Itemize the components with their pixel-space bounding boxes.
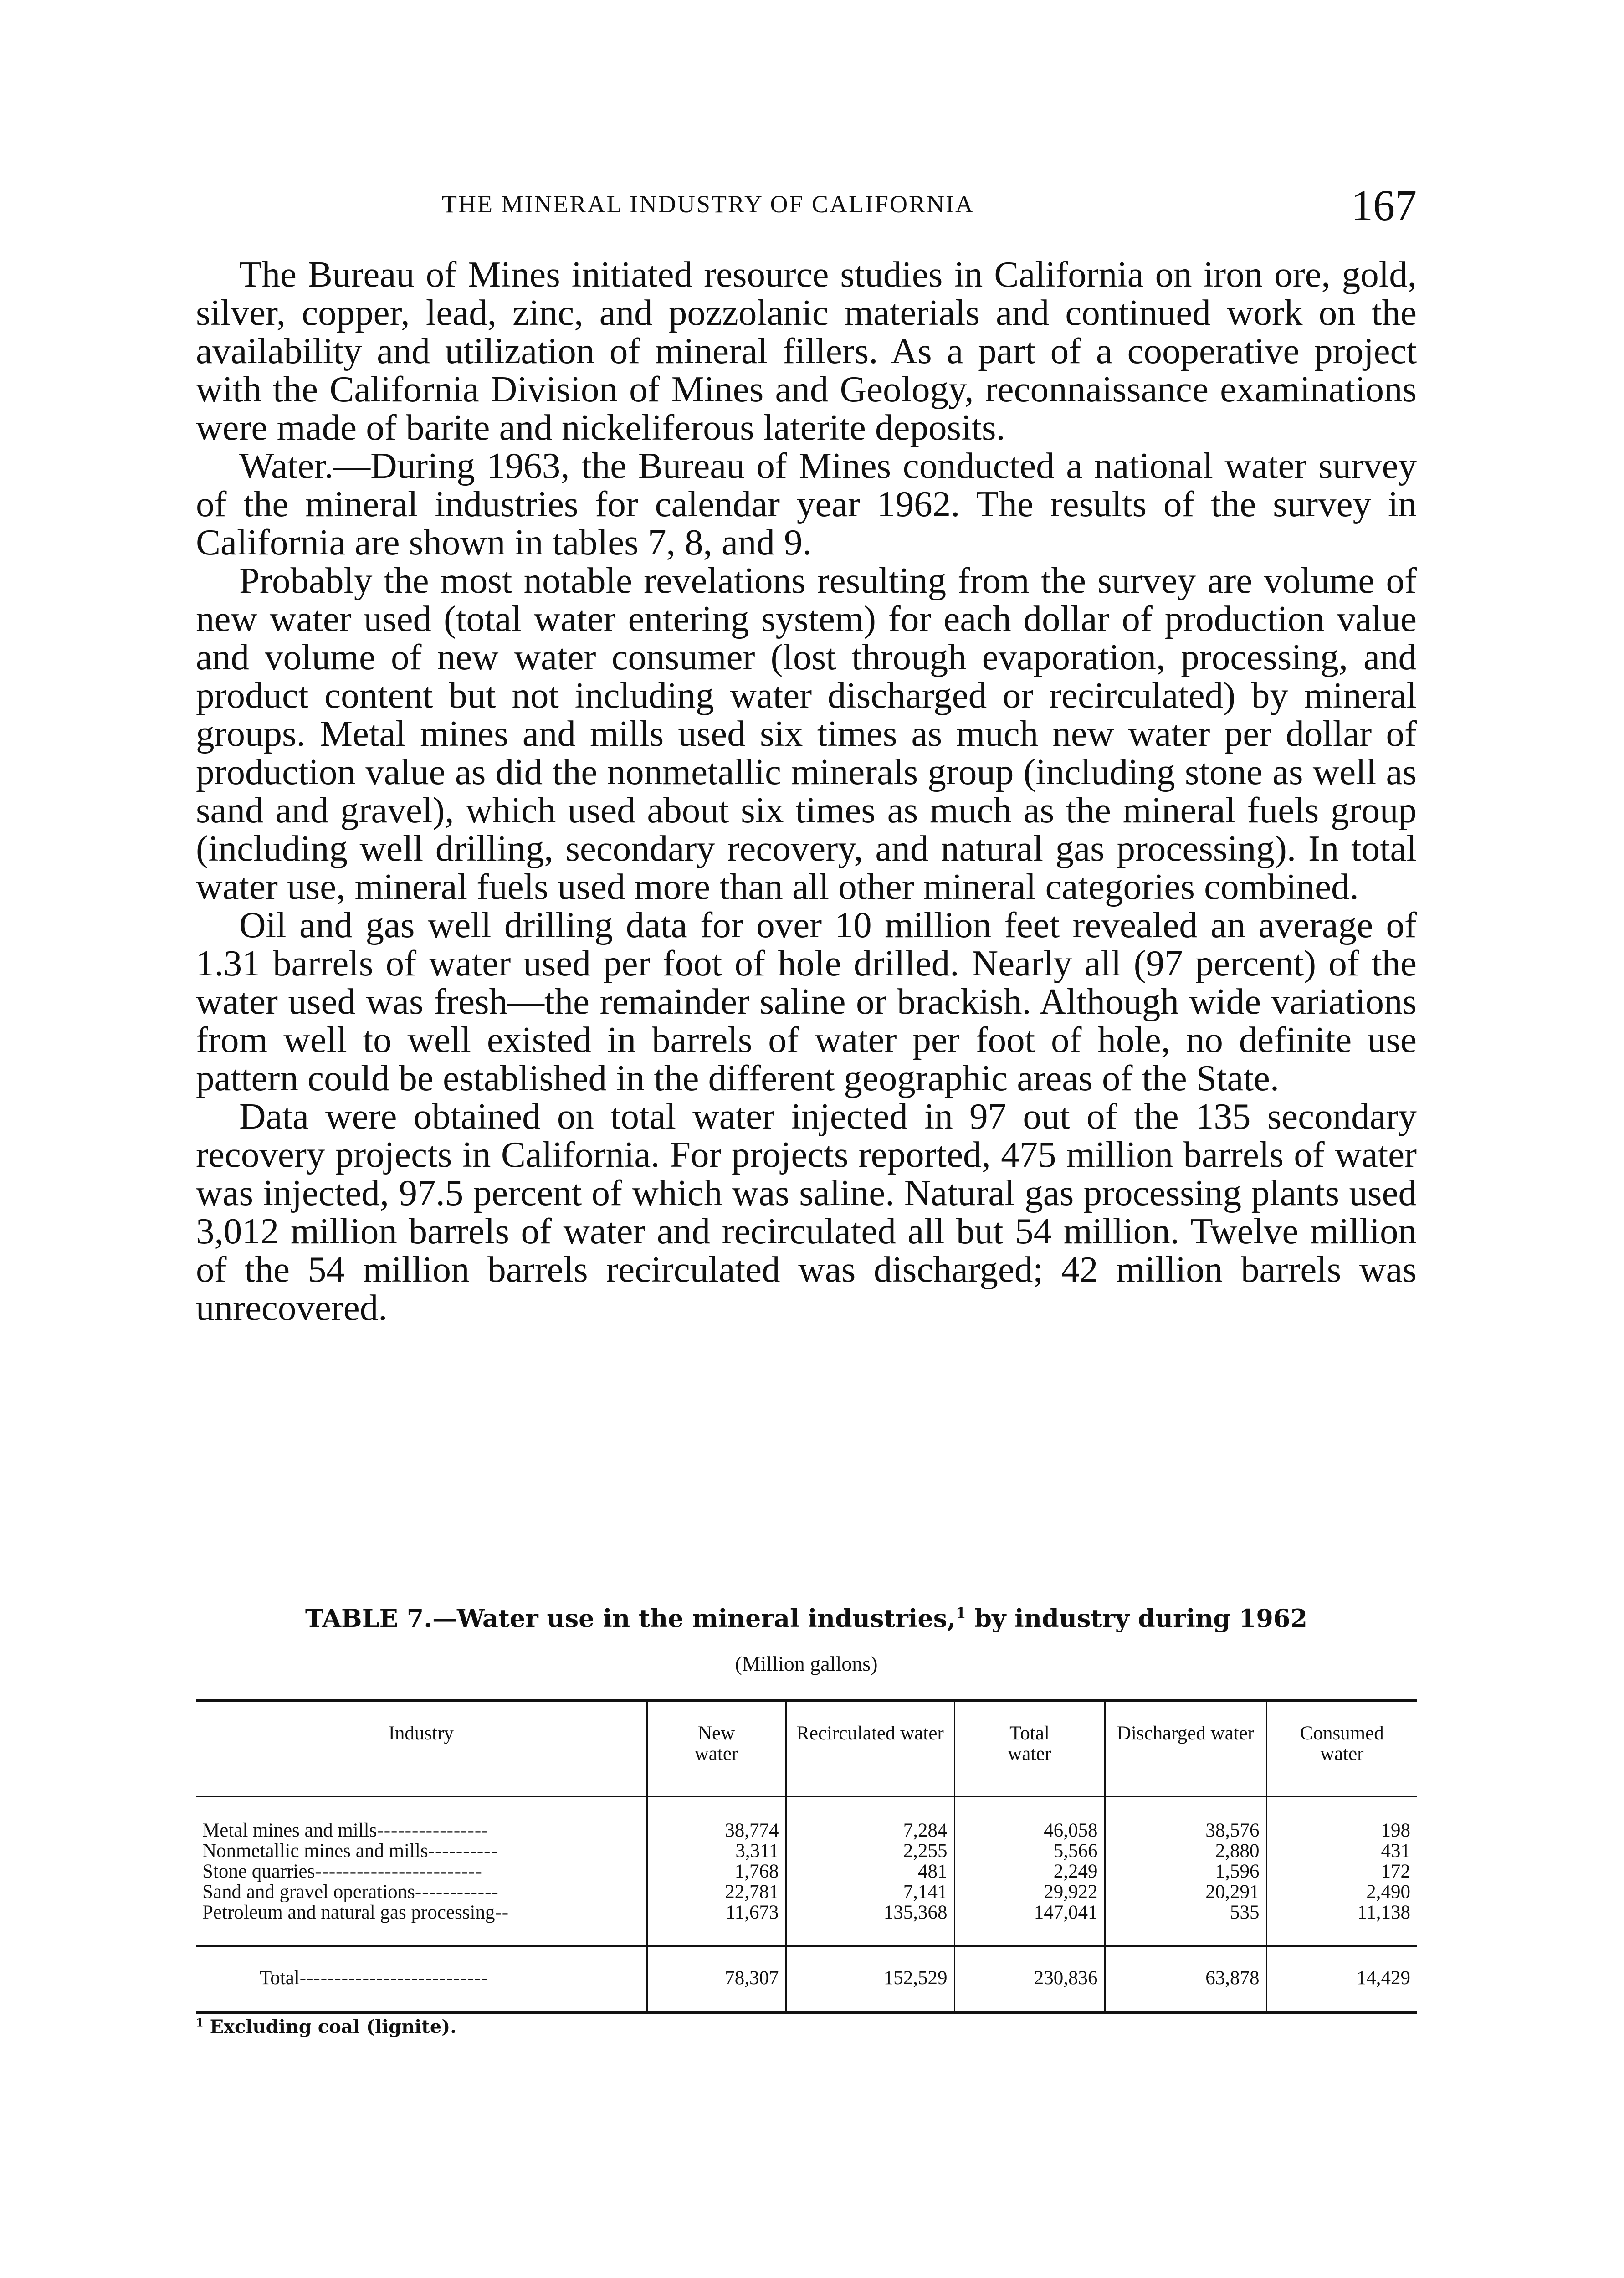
page-number: 167 xyxy=(1351,181,1417,230)
table-row xyxy=(196,1797,1417,1841)
cell-new-water: 3,311 xyxy=(647,1841,786,1861)
cell-recirculated-water: 7,141 xyxy=(786,1882,954,1902)
table-total-row xyxy=(196,1946,1417,2013)
column-header-recirculated-water: Recirculated water xyxy=(786,1701,954,1797)
cell-new-water: 11,673 xyxy=(647,1902,786,1946)
table-row xyxy=(196,1902,1417,1946)
cell-discharged-water: 535 xyxy=(1105,1902,1266,1946)
table-title-footnote-mark: 1 xyxy=(955,1605,966,1622)
column-header-industry: Industry xyxy=(196,1701,647,1797)
footnote-text: Excluding coal (lignite). xyxy=(203,2016,457,2037)
cell-new-water: 38,774 xyxy=(647,1797,786,1841)
dot-leader: ------------------------ xyxy=(315,1861,482,1882)
row-industry-name: Nonmetallic mines and mills xyxy=(202,1841,428,1861)
cell-discharged-water: 38,576 xyxy=(1105,1797,1266,1841)
cell-new-water: 22,781 xyxy=(647,1882,786,1902)
cell-recirculated-water: 135,368 xyxy=(786,1902,954,1946)
total-total-water: 230,836 xyxy=(954,1946,1105,2013)
column-header-discharged-water: Discharged water xyxy=(1105,1701,1266,1797)
cell-recirculated-water: 481 xyxy=(786,1861,954,1882)
table-header-row xyxy=(196,1701,1417,1797)
paragraph-resource-studies: The Bureau of Mines initiated resource studies in California on iron ore, gold, silver, copper, lead, zinc, and pozzolanic materials and continued work on the availability and utilization of mineral fillers. As a part of a cooperative project with the California Division of Mines and Geology, reconnaissance examinations were made of barite and nickeliferous laterite deposits. xyxy=(196,254,1417,448)
dot-leader: ------------ xyxy=(415,1882,499,1902)
column-header-consumed-water: Consumed water xyxy=(1266,1701,1417,1797)
dot-leader: ---------------- xyxy=(377,1820,489,1841)
row-industry-name: Metal mines and mills xyxy=(202,1820,377,1841)
cell-consumed-water: 198 xyxy=(1266,1797,1417,1841)
row-industry xyxy=(196,1861,647,1882)
table-row xyxy=(196,1841,1417,1861)
table-title-text: TABLE 7.—Water use in the mineral industries, xyxy=(305,1604,956,1633)
body-text xyxy=(196,255,1417,1327)
paragraph-revelations: Probably the most notable revelations resulting from the survey are volume of new water used (total water entering system) for each dollar of production value and volume of new water consumer (lost through evaporation, processing, and product content but not including water discharged or recirculated) by mineral groups. Metal mines and mills used six times as much new water per dollar of production value as did the nonmetallic minerals group (including stone as well as sand and gravel), which used about six times as much as the mineral fuels group (including well drilling, secondary recovery, and natural gas processing). In total water use, mineral fuels used more than all other mineral categories combined. xyxy=(196,560,1417,907)
running-head xyxy=(196,180,1417,230)
cell-total-water: 5,566 xyxy=(954,1841,1105,1861)
row-industry xyxy=(196,1797,647,1841)
row-industry-name: Stone quarries xyxy=(202,1861,315,1882)
table-footnote xyxy=(196,2016,456,2037)
cell-total-water: 46,058 xyxy=(954,1797,1105,1841)
dot-leader: ---------- xyxy=(428,1841,498,1861)
paragraph-well-drilling: Oil and gas well drilling data for over 10 million feet revealed an average of 1.31 barrels of water used per foot of hole drilled. Nearly all (97 percent) of the water used was fresh—the remainder saline or brackish. Although wide variations from well to well existed in barrels of water per foot of hole, no definite use pattern could be established in the different geographic areas of the State. xyxy=(196,904,1417,1098)
paragraph-water xyxy=(196,446,1417,561)
row-industry xyxy=(196,1841,647,1861)
total-label-text: Total xyxy=(260,1967,300,1989)
total-label xyxy=(196,1946,647,2013)
column-header-new-water: New water xyxy=(647,1701,786,1797)
table-row xyxy=(196,1882,1417,1902)
table-title xyxy=(196,1604,1417,1633)
row-industry-name: Sand and gravel operations xyxy=(202,1882,415,1902)
total-discharged-water: 63,878 xyxy=(1105,1946,1266,2013)
cell-discharged-water: 20,291 xyxy=(1105,1882,1266,1902)
water-use-table xyxy=(196,1699,1417,2014)
table-row xyxy=(196,1861,1417,1882)
row-industry xyxy=(196,1902,647,1946)
cell-total-water: 2,249 xyxy=(954,1861,1105,1882)
total-recirculated-water: 152,529 xyxy=(786,1946,954,2013)
table-title-suffix: by industry during 1962 xyxy=(966,1604,1308,1633)
column-header-total-water: Total water xyxy=(954,1701,1105,1797)
cell-total-water: 147,041 xyxy=(954,1902,1105,1946)
cell-consumed-water: 2,490 xyxy=(1266,1882,1417,1902)
total-new-water: 78,307 xyxy=(647,1946,786,2013)
cell-new-water: 1,768 xyxy=(647,1861,786,1882)
cell-consumed-water: 172 xyxy=(1266,1861,1417,1882)
cell-consumed-water: 11,138 xyxy=(1266,1902,1417,1946)
cell-recirculated-water: 7,284 xyxy=(786,1797,954,1841)
row-industry xyxy=(196,1882,647,1902)
total-consumed-water: 14,429 xyxy=(1266,1946,1417,2013)
row-industry-name: Petroleum and natural gas processing xyxy=(202,1902,495,1923)
run-in-heading-water: Water. xyxy=(239,445,334,486)
cell-discharged-water: 1,596 xyxy=(1105,1861,1266,1882)
cell-discharged-water: 2,880 xyxy=(1105,1841,1266,1861)
paragraph-water-text: —During 1963, the Bureau of Mines conducted a national water survey of the mineral industries for calendar year 1962. The results of the survey in California are shown in tables 7, 8, and 9. xyxy=(196,445,1417,563)
dot-leader: -- xyxy=(495,1902,509,1923)
cell-total-water: 29,922 xyxy=(954,1882,1105,1902)
cell-consumed-water: 431 xyxy=(1266,1841,1417,1861)
paragraph-secondary-recovery: Data were obtained on total water injected in 97 out of the 135 secondary recovery projects in California. For projects reported, 475 million barrels of water was injected, 97.5 percent of which was saline. Natural gas processing plants used 3,012 million barrels of water and recirculated all but 54 million. Twelve million of the 54 million barrels recirculated was discharged; 42 million barrels was unrecovered. xyxy=(196,1096,1417,1328)
table-subtitle: (Million gallons) xyxy=(735,1652,878,1675)
running-title: THE MINERAL INDUSTRY OF CALIFORNIA xyxy=(442,190,975,218)
footnote-mark: 1 xyxy=(196,2016,204,2029)
cell-recirculated-water: 2,255 xyxy=(786,1841,954,1861)
dot-leader: --------------------------- xyxy=(299,1967,488,1989)
